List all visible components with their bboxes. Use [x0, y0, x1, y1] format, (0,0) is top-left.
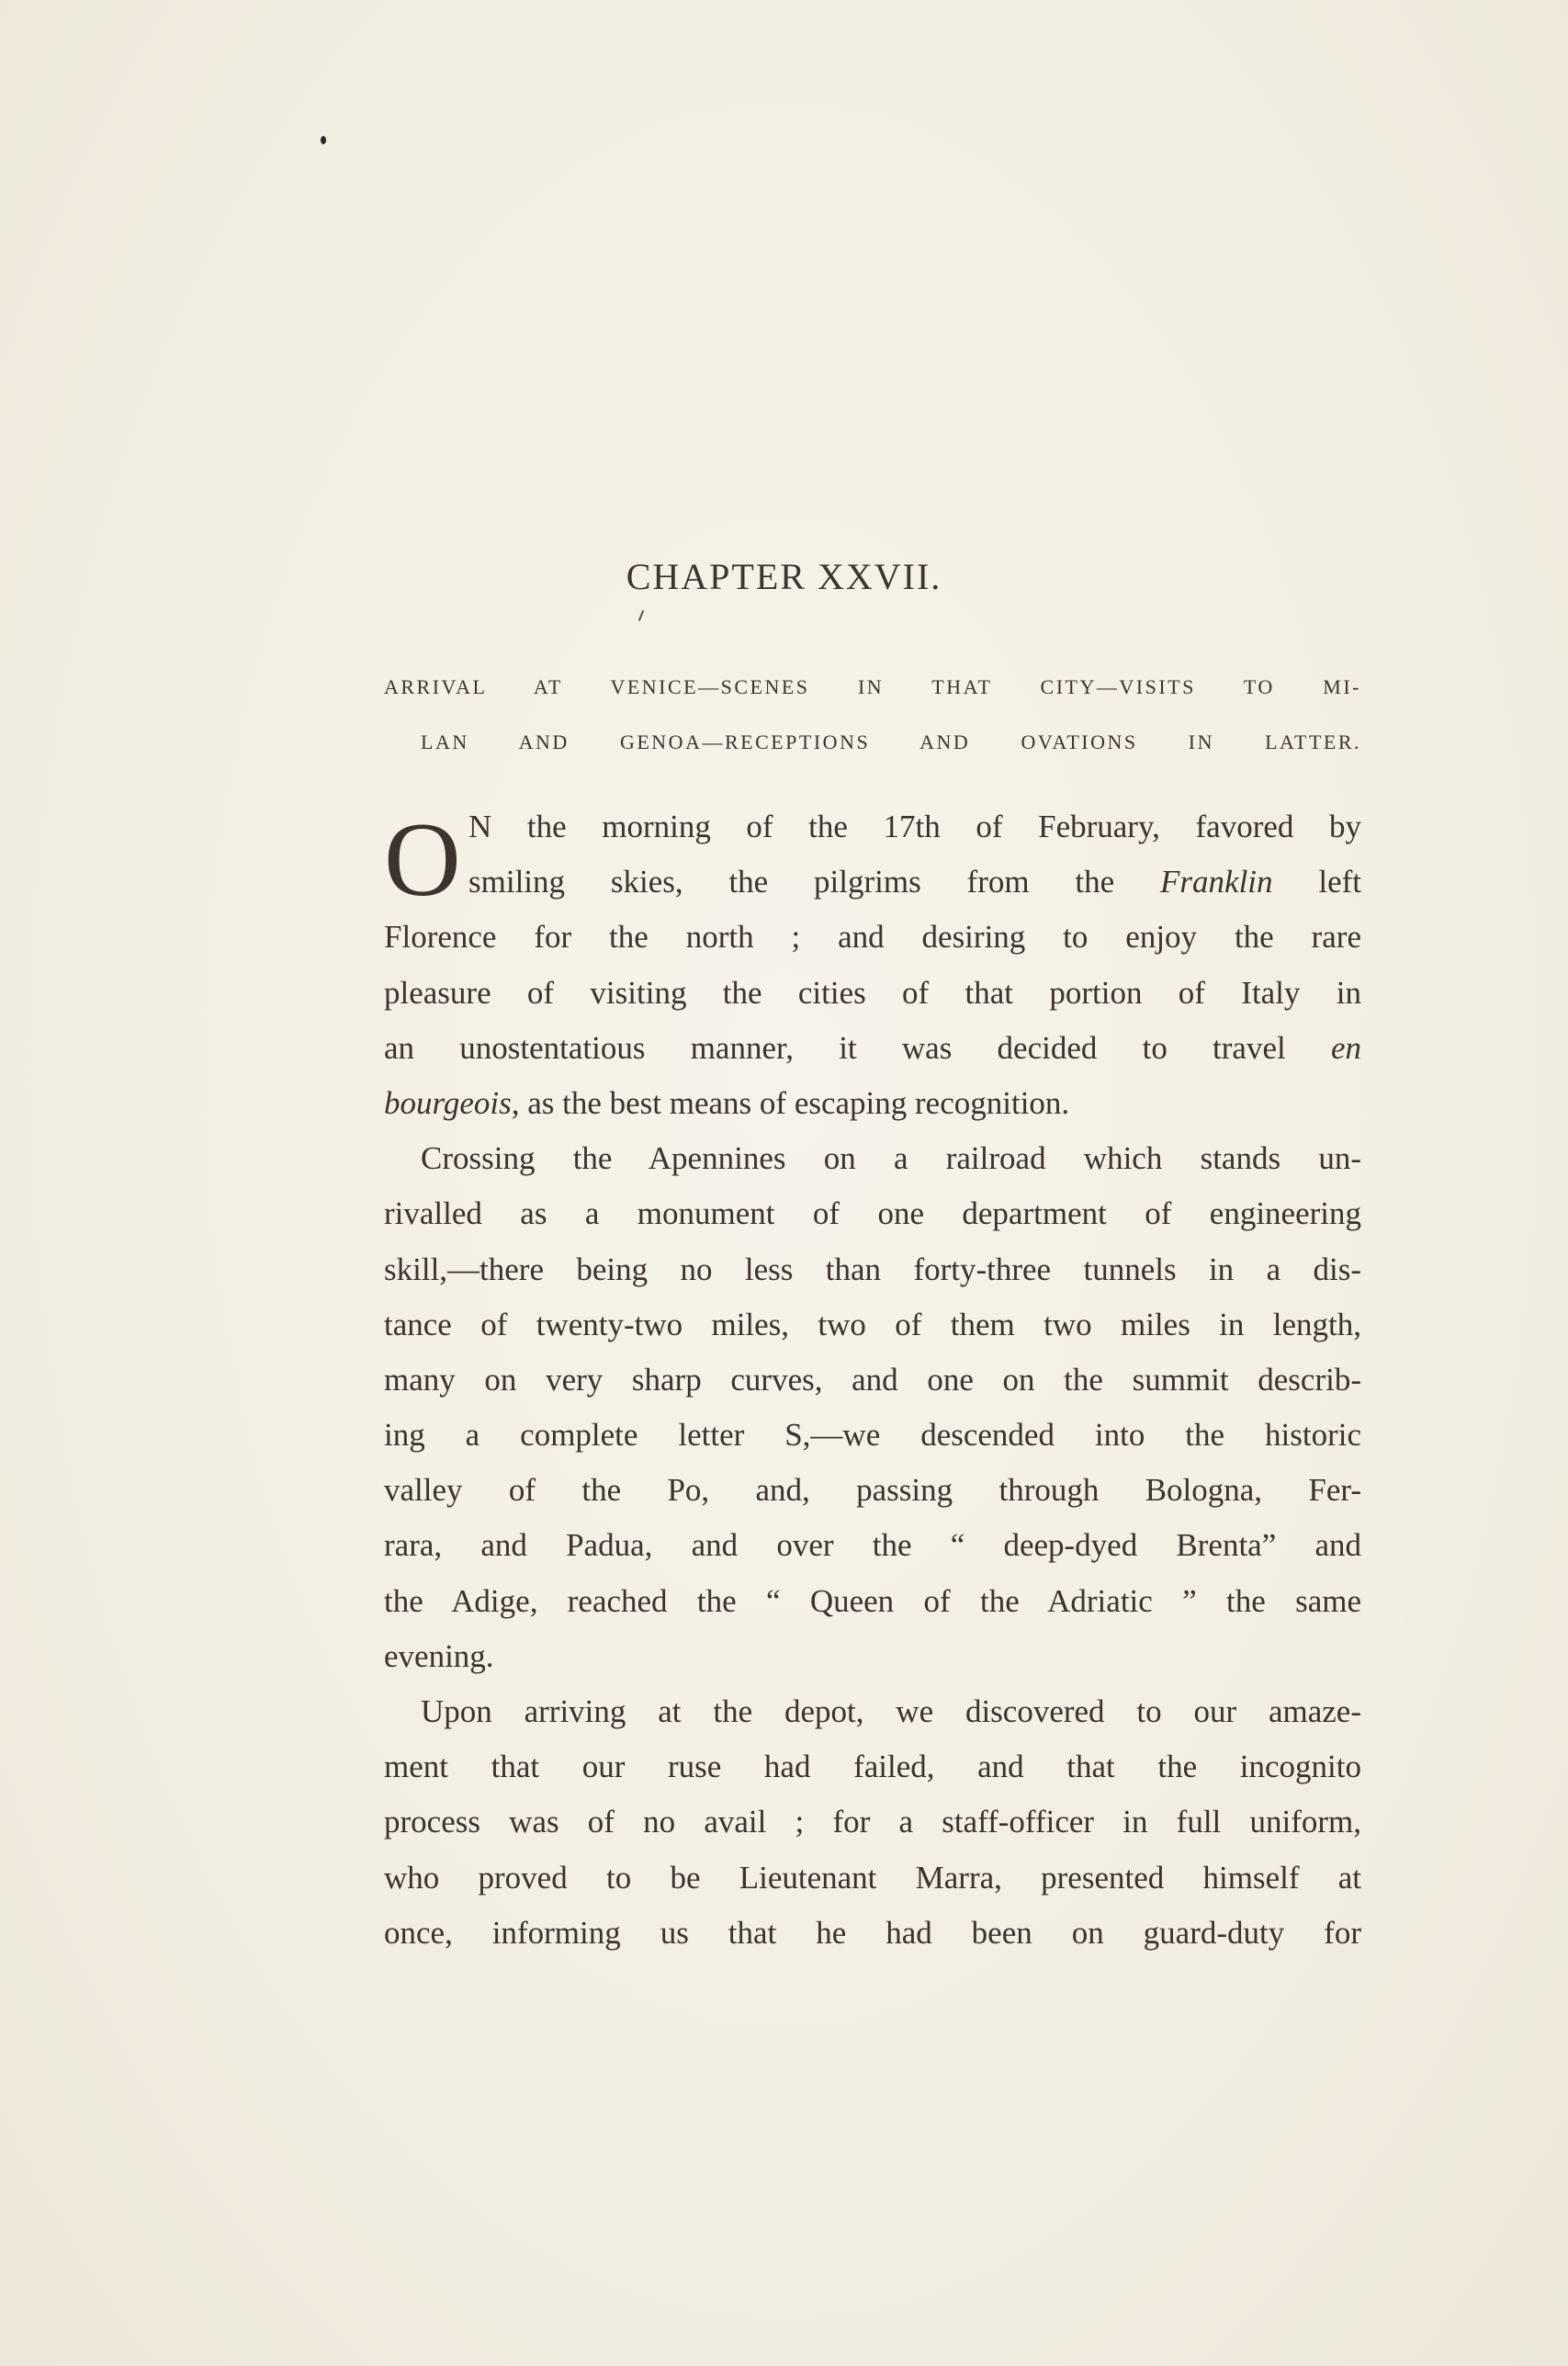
- text-line: once, informing us that he had been on guard-duty for: [384, 1914, 1361, 1951]
- italic-phrase: bourgeois: [384, 1084, 512, 1121]
- text-line: N the morning of the 17th of February, favored by: [468, 809, 1361, 844]
- text-line: [384, 1021, 1361, 1076]
- text-span: smiling skies, the pilgrims from the: [468, 864, 1115, 900]
- text-line: [384, 855, 1361, 910]
- text-line: pleasure of visiting the cities of that portion of Italy in: [384, 974, 1361, 1011]
- text-line: ment that our ruse had failed, and that the incognito: [384, 1749, 1361, 1785]
- ship-name: Franklin: [1160, 864, 1273, 900]
- summary-line: ARRIVAL AT VENICE—SCENES IN THAT CITY—VISITS TO MI-: [384, 675, 1361, 698]
- italic-phrase: en: [1330, 1029, 1361, 1066]
- ink-mark: [638, 610, 644, 621]
- text-line: tance of twenty-two miles, two of them two miles in length,: [384, 1306, 1361, 1342]
- text-line: [384, 1076, 1361, 1131]
- text-line: Florence for the north ; and desiring to enjoy the rare: [384, 919, 1361, 956]
- text-line: skill,—there being no less than forty-three tunnels in a dis-: [384, 1251, 1361, 1287]
- text-line: the Adige, reached the “ Queen of the Adriatic ” the same: [384, 1582, 1361, 1619]
- summary-line: LAN AND GENOA—RECEPTIONS AND OVATIONS IN LATTER.: [421, 730, 1361, 753]
- ink-speck: [321, 136, 326, 144]
- body-text: [384, 799, 1361, 1961]
- text-line: ing a complete letter S,—we descended into the historic: [384, 1417, 1361, 1454]
- text-line: Crossing the Apennines on a railroad which stands un-: [421, 1140, 1361, 1177]
- text-span: left: [1318, 864, 1362, 900]
- text-line: Upon arriving at the depot, we discovered to our amaze-: [421, 1693, 1361, 1729]
- text-line: process was of no avail ; for a staff-officer in full uniform,: [384, 1804, 1361, 1840]
- text-span: , as the best means of escaping recognition.: [511, 1084, 1070, 1121]
- text-line: who proved to be Lieutenant Marra, presented himself at: [384, 1859, 1361, 1896]
- text-line: rara, and Padua, and over the “ deep-dyed Brenta” and: [384, 1527, 1361, 1564]
- text-span: an unostentatious manner, it was decided to travel: [384, 1029, 1286, 1066]
- drop-cap: O: [384, 801, 461, 919]
- text-line: rivalled as a monument of one department of engineering: [384, 1195, 1361, 1232]
- chapter-summary: [384, 660, 1361, 770]
- text-line: valley of the Po, and, passing through Bologna, Fer-: [384, 1472, 1361, 1509]
- chapter-title: CHAPTER XXVII.: [626, 556, 942, 597]
- text-line: many on very sharp curves, and one on the summit describ-: [384, 1361, 1361, 1398]
- text-line: evening.: [384, 1637, 494, 1674]
